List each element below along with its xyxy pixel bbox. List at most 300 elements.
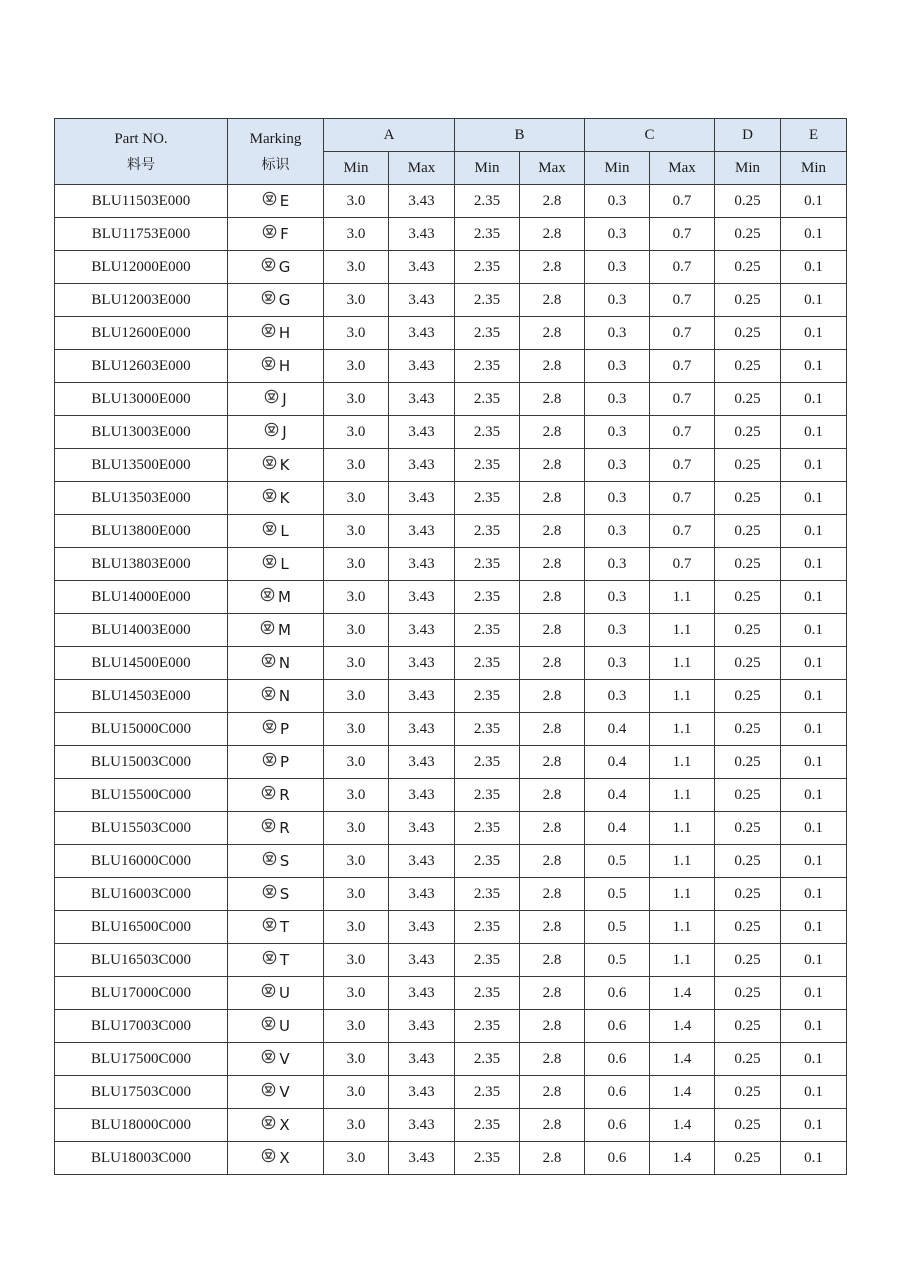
table-row	[55, 416, 847, 449]
marking-cell	[228, 482, 324, 515]
c-min-cell: 0.3	[585, 317, 650, 350]
c-max-cell: 0.7	[650, 350, 715, 383]
b-max-cell: 2.8	[520, 482, 585, 515]
c-max-cell: 0.7	[650, 317, 715, 350]
marking-cell	[228, 746, 324, 779]
b-min-cell: 2.35	[455, 383, 520, 416]
b-max-cell: 2.8	[520, 251, 585, 284]
marking-letter: P	[279, 753, 290, 771]
b-max-cell: 2.8	[520, 680, 585, 713]
marking-cell	[228, 845, 324, 878]
c-max-cell: 0.7	[650, 416, 715, 449]
d-min-cell: 0.25	[715, 944, 781, 977]
d-min-cell: 0.25	[715, 614, 781, 647]
a-min-cell: 3.0	[324, 350, 389, 383]
part-number-cell: BLU11753E000	[55, 218, 228, 251]
a-max-cell: 3.43	[389, 383, 455, 416]
header-group-b: B	[455, 119, 585, 152]
a-max-cell: 3.43	[389, 350, 455, 383]
marking-cell	[228, 251, 324, 284]
part-number-cell: BLU13000E000	[55, 383, 228, 416]
a-max-cell: 3.43	[389, 944, 455, 977]
marking-cell	[228, 284, 324, 317]
marking-letter: G	[278, 258, 291, 276]
table-row	[55, 1010, 847, 1043]
header-part-no-en: Part NO.	[114, 130, 168, 147]
b-min-cell: 2.35	[455, 878, 520, 911]
e-min-cell: 0.1	[781, 218, 847, 251]
a-min-cell: 3.0	[324, 218, 389, 251]
d-min-cell: 0.25	[715, 647, 781, 680]
b-max-cell: 2.8	[520, 647, 585, 680]
b-min-cell: 2.35	[455, 647, 520, 680]
c-max-cell: 0.7	[650, 449, 715, 482]
part-number-cell: BLU13500E000	[55, 449, 228, 482]
header-group-a: A	[324, 119, 455, 152]
part-number-cell: BLU12603E000	[55, 350, 228, 383]
c-min-cell: 0.3	[585, 251, 650, 284]
diode-polarity-icon	[262, 851, 277, 871]
diode-polarity-icon	[261, 1082, 276, 1102]
d-min-cell: 0.25	[715, 515, 781, 548]
c-min-cell: 0.3	[585, 284, 650, 317]
c-min-cell: 0.5	[585, 944, 650, 977]
marking-cell	[228, 1142, 324, 1175]
c-max-cell: 1.1	[650, 746, 715, 779]
e-min-cell: 0.1	[781, 713, 847, 746]
b-max-cell: 2.8	[520, 1010, 585, 1043]
c-min-cell: 0.3	[585, 185, 650, 218]
b-min-cell: 2.35	[455, 944, 520, 977]
table-row	[55, 977, 847, 1010]
c-min-cell: 0.3	[585, 581, 650, 614]
b-max-cell: 2.8	[520, 944, 585, 977]
diode-polarity-icon	[261, 818, 276, 838]
c-max-cell: 1.4	[650, 1010, 715, 1043]
part-number-cell: BLU16503C000	[55, 944, 228, 977]
marking-cell	[228, 1010, 324, 1043]
table-row	[55, 1142, 847, 1175]
c-max-cell: 1.1	[650, 680, 715, 713]
b-max-cell: 2.8	[520, 185, 585, 218]
a-max-cell: 3.43	[389, 185, 455, 218]
table-row	[55, 614, 847, 647]
table-row	[55, 944, 847, 977]
e-min-cell: 0.1	[781, 1076, 847, 1109]
table-header	[55, 119, 847, 185]
b-max-cell: 2.8	[520, 383, 585, 416]
e-min-cell: 0.1	[781, 746, 847, 779]
diode-polarity-icon	[262, 488, 277, 508]
a-max-cell: 3.43	[389, 878, 455, 911]
a-max-cell: 3.43	[389, 317, 455, 350]
d-min-cell: 0.25	[715, 812, 781, 845]
c-max-cell: 0.7	[650, 383, 715, 416]
c-max-cell: 0.7	[650, 218, 715, 251]
table-row	[55, 548, 847, 581]
d-min-cell: 0.25	[715, 713, 781, 746]
a-min-cell: 3.0	[324, 515, 389, 548]
a-max-cell: 3.43	[389, 647, 455, 680]
marking-cell	[228, 713, 324, 746]
marking-letter: L	[280, 522, 289, 540]
header-a-max: Max	[389, 152, 455, 185]
c-min-cell: 0.3	[585, 416, 650, 449]
d-min-cell: 0.25	[715, 218, 781, 251]
d-min-cell: 0.25	[715, 911, 781, 944]
b-min-cell: 2.35	[455, 713, 520, 746]
marking-letter: H	[278, 357, 291, 375]
marking-letter: J	[282, 423, 287, 441]
marking-cell	[228, 185, 324, 218]
a-min-cell: 3.0	[324, 284, 389, 317]
b-min-cell: 2.35	[455, 977, 520, 1010]
table-row	[55, 680, 847, 713]
diode-polarity-icon	[262, 521, 277, 541]
a-max-cell: 3.43	[389, 284, 455, 317]
marking-cell	[228, 647, 324, 680]
b-min-cell: 2.35	[455, 1010, 520, 1043]
a-min-cell: 3.0	[324, 977, 389, 1010]
e-min-cell: 0.1	[781, 845, 847, 878]
part-number-cell: BLU17000C000	[55, 977, 228, 1010]
e-min-cell: 0.1	[781, 581, 847, 614]
b-min-cell: 2.35	[455, 482, 520, 515]
e-min-cell: 0.1	[781, 416, 847, 449]
part-number-cell: BLU12003E000	[55, 284, 228, 317]
c-min-cell: 0.4	[585, 746, 650, 779]
c-max-cell: 1.4	[650, 1109, 715, 1142]
c-max-cell: 1.1	[650, 647, 715, 680]
c-min-cell: 0.3	[585, 218, 650, 251]
diode-polarity-icon	[262, 884, 277, 904]
b-min-cell: 2.35	[455, 416, 520, 449]
a-min-cell: 3.0	[324, 449, 389, 482]
marking-cell	[228, 1043, 324, 1076]
d-min-cell: 0.25	[715, 779, 781, 812]
header-b-min: Min	[455, 152, 520, 185]
b-max-cell: 2.8	[520, 1142, 585, 1175]
marking-letter: K	[279, 489, 290, 507]
diode-polarity-icon	[261, 323, 276, 343]
header-part-no-cn: 料号	[127, 156, 155, 173]
diode-polarity-icon	[262, 224, 277, 244]
c-min-cell: 0.5	[585, 878, 650, 911]
marking-letter: X	[279, 1149, 290, 1167]
d-min-cell: 0.25	[715, 383, 781, 416]
b-max-cell: 2.8	[520, 218, 585, 251]
a-max-cell: 3.43	[389, 911, 455, 944]
b-max-cell: 2.8	[520, 845, 585, 878]
marking-letter: G	[278, 291, 291, 309]
header-group-e: E	[781, 119, 847, 152]
a-max-cell: 3.43	[389, 581, 455, 614]
c-max-cell: 1.1	[650, 614, 715, 647]
marking-cell	[228, 383, 324, 416]
a-max-cell: 3.43	[389, 779, 455, 812]
marking-cell	[228, 317, 324, 350]
a-min-cell: 3.0	[324, 1043, 389, 1076]
a-min-cell: 3.0	[324, 1010, 389, 1043]
part-number-cell: BLU15000C000	[55, 713, 228, 746]
c-min-cell: 0.4	[585, 713, 650, 746]
c-min-cell: 0.5	[585, 845, 650, 878]
diode-polarity-icon	[261, 653, 276, 673]
a-min-cell: 3.0	[324, 713, 389, 746]
table-row	[55, 746, 847, 779]
marking-letter: S	[279, 852, 290, 870]
e-min-cell: 0.1	[781, 350, 847, 383]
part-number-cell: BLU13003E000	[55, 416, 228, 449]
part-number-cell: BLU13800E000	[55, 515, 228, 548]
b-max-cell: 2.8	[520, 746, 585, 779]
e-min-cell: 0.1	[781, 1010, 847, 1043]
part-number-cell: BLU14503E000	[55, 680, 228, 713]
a-max-cell: 3.43	[389, 416, 455, 449]
b-max-cell: 2.8	[520, 1109, 585, 1142]
marking-cell	[228, 350, 324, 383]
table-row	[55, 845, 847, 878]
a-max-cell: 3.43	[389, 1076, 455, 1109]
e-min-cell: 0.1	[781, 1109, 847, 1142]
marking-letter: N	[278, 687, 291, 705]
a-max-cell: 3.43	[389, 1109, 455, 1142]
e-min-cell: 0.1	[781, 680, 847, 713]
part-number-cell: BLU14003E000	[55, 614, 228, 647]
a-min-cell: 3.0	[324, 911, 389, 944]
b-max-cell: 2.8	[520, 284, 585, 317]
b-min-cell: 2.35	[455, 1076, 520, 1109]
c-min-cell: 0.6	[585, 1142, 650, 1175]
e-min-cell: 0.1	[781, 251, 847, 284]
c-max-cell: 1.1	[650, 845, 715, 878]
d-min-cell: 0.25	[715, 449, 781, 482]
a-min-cell: 3.0	[324, 647, 389, 680]
diode-polarity-icon	[260, 587, 275, 607]
marking-letter: H	[278, 324, 291, 342]
marking-letter: T	[279, 918, 290, 936]
part-number-cell: BLU13503E000	[55, 482, 228, 515]
c-max-cell: 0.7	[650, 482, 715, 515]
b-min-cell: 2.35	[455, 581, 520, 614]
e-min-cell: 0.1	[781, 812, 847, 845]
part-number-cell: BLU13803E000	[55, 548, 228, 581]
marking-letter: V	[279, 1050, 290, 1068]
marking-letter: M	[278, 621, 291, 639]
e-min-cell: 0.1	[781, 548, 847, 581]
marking-cell	[228, 614, 324, 647]
a-min-cell: 3.0	[324, 1142, 389, 1175]
d-min-cell: 0.25	[715, 350, 781, 383]
c-max-cell: 1.4	[650, 1142, 715, 1175]
marking-letter: U	[279, 1017, 290, 1035]
marking-cell	[228, 911, 324, 944]
c-max-cell: 0.7	[650, 515, 715, 548]
marking-letter: L	[280, 555, 289, 573]
b-min-cell: 2.35	[455, 317, 520, 350]
marking-cell	[228, 779, 324, 812]
a-min-cell: 3.0	[324, 1076, 389, 1109]
marking-letter: J	[282, 390, 287, 408]
c-min-cell: 0.6	[585, 1076, 650, 1109]
diode-polarity-icon	[262, 554, 277, 574]
table-row	[55, 911, 847, 944]
part-number-cell: BLU17500C000	[55, 1043, 228, 1076]
table-row	[55, 647, 847, 680]
marking-cell	[228, 878, 324, 911]
b-min-cell: 2.35	[455, 845, 520, 878]
table-row	[55, 713, 847, 746]
table-row	[55, 482, 847, 515]
marking-letter: T	[279, 951, 290, 969]
a-max-cell: 3.43	[389, 482, 455, 515]
b-min-cell: 2.35	[455, 746, 520, 779]
d-min-cell: 0.25	[715, 1142, 781, 1175]
d-min-cell: 0.25	[715, 185, 781, 218]
marking-letter: R	[279, 786, 290, 804]
a-min-cell: 3.0	[324, 383, 389, 416]
a-min-cell: 3.0	[324, 680, 389, 713]
marking-cell	[228, 944, 324, 977]
marking-letter: U	[279, 984, 290, 1002]
table-row	[55, 515, 847, 548]
d-min-cell: 0.25	[715, 746, 781, 779]
diode-polarity-icon	[264, 422, 279, 442]
b-min-cell: 2.35	[455, 548, 520, 581]
b-max-cell: 2.8	[520, 878, 585, 911]
a-min-cell: 3.0	[324, 581, 389, 614]
diode-polarity-icon	[261, 356, 276, 376]
c-max-cell: 1.1	[650, 779, 715, 812]
a-min-cell: 3.0	[324, 878, 389, 911]
marking-letter: M	[278, 588, 291, 606]
d-min-cell: 0.25	[715, 482, 781, 515]
c-min-cell: 0.4	[585, 779, 650, 812]
b-max-cell: 2.8	[520, 449, 585, 482]
part-number-cell: BLU15503C000	[55, 812, 228, 845]
c-min-cell: 0.3	[585, 350, 650, 383]
marking-letter: R	[279, 819, 290, 837]
marking-letter: E	[279, 192, 290, 210]
header-part-no	[55, 119, 228, 185]
e-min-cell: 0.1	[781, 383, 847, 416]
marking-letter: V	[279, 1083, 290, 1101]
part-number-cell: BLU12600E000	[55, 317, 228, 350]
part-number-cell: BLU11503E000	[55, 185, 228, 218]
d-min-cell: 0.25	[715, 284, 781, 317]
a-min-cell: 3.0	[324, 746, 389, 779]
diode-polarity-icon	[262, 455, 277, 475]
marking-letter: K	[279, 456, 290, 474]
part-number-cell: BLU18003C000	[55, 1142, 228, 1175]
d-min-cell: 0.25	[715, 845, 781, 878]
a-max-cell: 3.43	[389, 1142, 455, 1175]
c-min-cell: 0.3	[585, 680, 650, 713]
diode-polarity-icon	[261, 1049, 276, 1069]
diode-polarity-icon	[264, 389, 279, 409]
c-max-cell: 1.1	[650, 812, 715, 845]
b-min-cell: 2.35	[455, 680, 520, 713]
table-row	[55, 581, 847, 614]
d-min-cell: 0.25	[715, 251, 781, 284]
a-min-cell: 3.0	[324, 779, 389, 812]
part-number-cell: BLU16500C000	[55, 911, 228, 944]
part-number-cell: BLU14500E000	[55, 647, 228, 680]
d-min-cell: 0.25	[715, 680, 781, 713]
c-min-cell: 0.5	[585, 911, 650, 944]
b-min-cell: 2.35	[455, 1043, 520, 1076]
diode-polarity-icon	[261, 1115, 276, 1135]
e-min-cell: 0.1	[781, 977, 847, 1010]
b-min-cell: 2.35	[455, 614, 520, 647]
marking-cell	[228, 581, 324, 614]
marking-cell	[228, 416, 324, 449]
header-group-c: C	[585, 119, 715, 152]
c-min-cell: 0.6	[585, 977, 650, 1010]
b-max-cell: 2.8	[520, 812, 585, 845]
header-marking-cn: 标识	[261, 156, 290, 173]
c-max-cell: 1.1	[650, 944, 715, 977]
marking-letter: S	[279, 885, 290, 903]
b-min-cell: 2.35	[455, 449, 520, 482]
c-max-cell: 1.1	[650, 581, 715, 614]
marking-cell	[228, 680, 324, 713]
header-marking	[228, 119, 324, 185]
diode-polarity-icon	[262, 191, 277, 211]
c-max-cell: 1.1	[650, 911, 715, 944]
marking-cell	[228, 812, 324, 845]
d-min-cell: 0.25	[715, 581, 781, 614]
a-min-cell: 3.0	[324, 416, 389, 449]
e-min-cell: 0.1	[781, 1142, 847, 1175]
a-max-cell: 3.43	[389, 680, 455, 713]
diode-polarity-icon	[261, 257, 276, 277]
part-number-cell: BLU17503C000	[55, 1076, 228, 1109]
c-max-cell: 1.4	[650, 977, 715, 1010]
spec-table	[54, 118, 847, 1175]
a-max-cell: 3.43	[389, 845, 455, 878]
c-min-cell: 0.3	[585, 515, 650, 548]
b-min-cell: 2.35	[455, 185, 520, 218]
e-min-cell: 0.1	[781, 284, 847, 317]
table-row	[55, 449, 847, 482]
a-max-cell: 3.43	[389, 1010, 455, 1043]
a-max-cell: 3.43	[389, 218, 455, 251]
table-row	[55, 779, 847, 812]
e-min-cell: 0.1	[781, 779, 847, 812]
e-min-cell: 0.1	[781, 1043, 847, 1076]
c-min-cell: 0.3	[585, 548, 650, 581]
b-max-cell: 2.8	[520, 416, 585, 449]
diode-polarity-icon	[262, 752, 277, 772]
a-min-cell: 3.0	[324, 614, 389, 647]
a-min-cell: 3.0	[324, 251, 389, 284]
part-number-cell: BLU18000C000	[55, 1109, 228, 1142]
b-min-cell: 2.35	[455, 911, 520, 944]
a-min-cell: 3.0	[324, 845, 389, 878]
a-min-cell: 3.0	[324, 812, 389, 845]
diode-polarity-icon	[262, 950, 277, 970]
part-number-cell: BLU15500C000	[55, 779, 228, 812]
b-max-cell: 2.8	[520, 350, 585, 383]
c-min-cell: 0.6	[585, 1043, 650, 1076]
c-max-cell: 1.1	[650, 713, 715, 746]
diode-polarity-icon	[261, 983, 276, 1003]
e-min-cell: 0.1	[781, 515, 847, 548]
c-max-cell: 0.7	[650, 185, 715, 218]
c-min-cell: 0.3	[585, 482, 650, 515]
a-max-cell: 3.43	[389, 449, 455, 482]
